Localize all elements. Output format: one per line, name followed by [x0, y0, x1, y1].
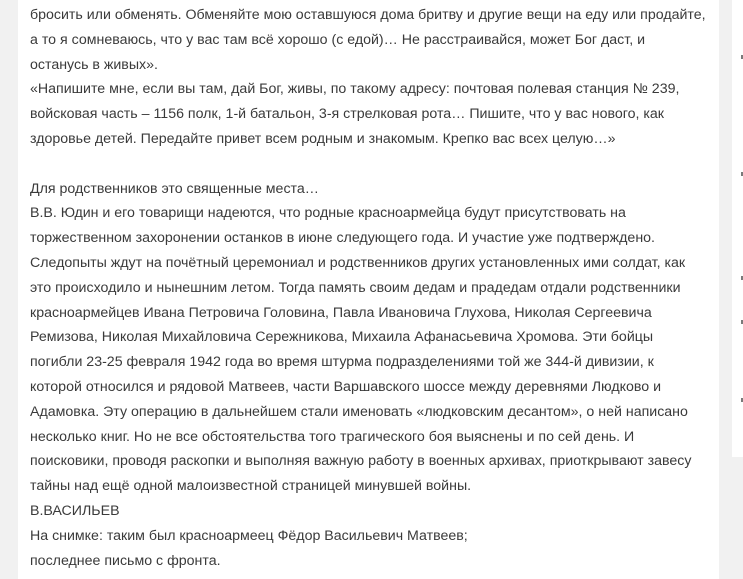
paragraph-line: Ремизова, Николая Михайловича Сережникова, Михаила Афанасьевича Хромова. Эти бойцы [30, 329, 654, 346]
article-text [30, 3, 720, 573]
letter-line: «Напишите мне, если вы там, дай Бог, живы, по такому адресу: почтовая полевая станция № 239, [30, 81, 680, 98]
paragraph-line: погибли 23-25 февраля 1942 года во время штурма подразделениями той же 344-й дивизии, к [30, 354, 654, 371]
paragraph-line: поисковики, проводя раскопки и выполняя важную работу в военных архивах, приоткрывают завесу [30, 453, 692, 470]
letter-line: останусь в живых». [30, 56, 158, 73]
paragraph-line: красноармейцев Ивана Петровича Головина, Павла Ивановича Глухова, Николая Сергеевича [30, 304, 652, 321]
author-signature: В.ВАСИЛЬЕВ [30, 502, 120, 519]
paragraph-line: Адамовка. Эту операцию в дальнейшем стали именовать «людковским десантом», о ней написано [30, 403, 688, 420]
article-body [18, 0, 719, 579]
paragraph-line: это происходило и нынешним летом. Тогда память своим дедам и прадедам отдали родственники [30, 279, 681, 296]
paragraph-gap [30, 152, 720, 177]
paragraph-line: которой относился и рядовой Матвеев, части Варшавского шоссе между деревнями Людково и [30, 378, 662, 395]
paragraph-line: торжественном захоронении останков в июне следующего года. И участие уже подтверждено. [30, 230, 655, 247]
photo-caption: На снимке: таким был красноармеец Фёдор Васильевич Матвеев; [30, 527, 468, 544]
letter-line: здоровье детей. Передайте привет всем родным и знакомым. Крепко вас всех целую…» [30, 130, 616, 147]
sidebar-panel [732, 0, 743, 457]
letter-line: бросить или обменять. Обменяйте мою оставшуюся дома бритву и другие вещи на еду или продайте, [30, 7, 706, 23]
paragraph-line: В.В. Юдин и его товарищи надеются, что родные красноармейца будут присутствовать на [30, 205, 626, 222]
paragraph-line: Следопыты ждут на почётный церемониал и родственников других установленных ими солдат, как [30, 254, 686, 271]
paragraph-line: тайны над ещё одной малоизвестной страницей минувшей войны. [30, 478, 472, 495]
photo-caption: последнее письмо с фронта. [30, 552, 221, 569]
letter-line: а то я сомневаюсь, что у вас там всё хорошо (с едой)… Не расстраивайся, может Бог даст, и [30, 31, 646, 48]
paragraph-line: Для родственников это священные места… [30, 180, 319, 197]
letter-line: войсковая часть – 1156 полк, 1-й батальон, 3-я стрелковая рота… Пишите, что у вас нового, как [30, 106, 665, 123]
paragraph-line: несколько книг. Но не все обстоятельства того трагического боя выяснены и по сей день. И [30, 428, 635, 445]
